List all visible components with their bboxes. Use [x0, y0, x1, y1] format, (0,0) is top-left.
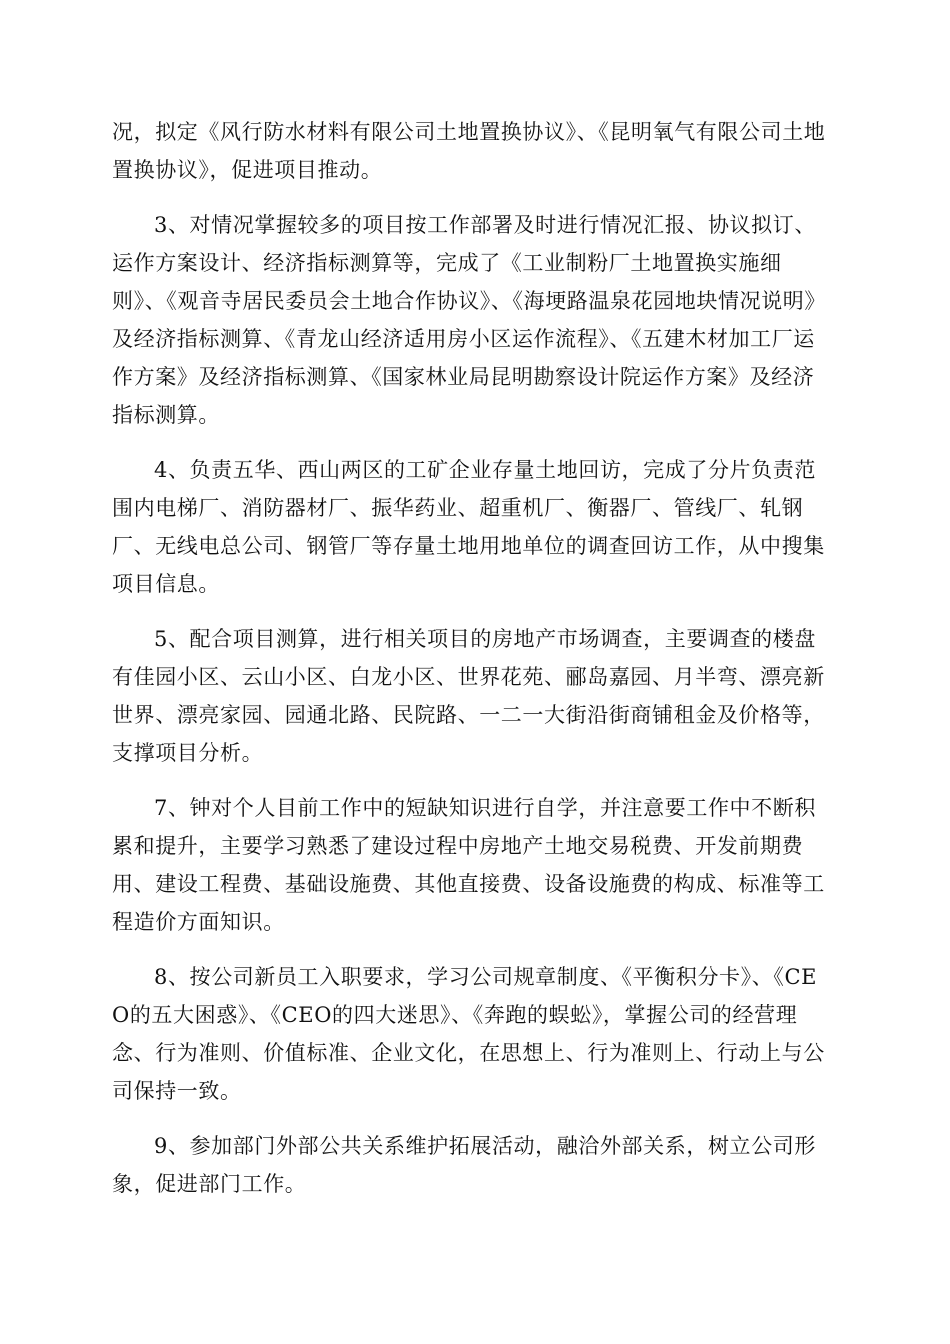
paragraph-item-4: 4、负责五华、西山两区的工矿企业存量土地回访，完成了分片负责范围内电梯厂、消防器材厂、振华药业、超重机厂、衡器厂、管线厂、轧钢厂、无线电总公司、钢管厂等存量土地用地单位的调查回访工作，从中搜集项目信息。: [112, 458, 825, 596]
paragraph-item-8: 8、按公司新员工入职要求，学习公司规章制度、《平衡积分卡》、《CEO的五大困惑》、《CEO的四大迷思》、《奔跑的蜈蚣》，掌握公司的经营理念、行为准则、价值标准、企业文化，在思想上、行为准则上、行动上与公司保持一致。: [112, 965, 825, 1103]
paragraph-item-7: 7、钟对个人目前工作中的短缺知识进行自学，并注意要工作中不断积累和提升，主要学习熟悉了建设过程中房地产土地交易税费、开发前期费用、建设工程费、基础设施费、其他直接费、设备设施费的构成、标准等工程造价方面知识。: [112, 796, 825, 934]
paragraph-item-5: 5、配合项目测算，进行相关项目的房地产市场调查，主要调查的楼盘有佳园小区、云山小区、白龙小区、世界花苑、郦岛嘉园、月半弯、漂亮新世界、漂亮家园、园通北路、民院路、一二一大街沿街商铺租金及价格等，支撑项目分析。: [112, 627, 825, 765]
paragraph-continuation: 况，拟定《风行防水材料有限公司土地置换协议》、《昆明氧气有限公司土地置换协议》，促进项目推动。: [112, 120, 826, 182]
document-body: [112, 113, 832, 1220]
paragraph-item-9: 9、参加部门外部公共关系维护拓展活动，融洽外部关系，树立公司形象，促进部门工作。: [112, 1134, 816, 1196]
paragraph-item-3: 3、对情况掌握较多的项目按工作部署及时进行情况汇报、协议拟订、运作方案设计、经济指标测算等，完成了《工业制粉厂土地置换实施细则》、《观音寺居民委员会土地合作协议》、《海埂路温泉花园地块情况说明》及经济指标测算、《青龙山经济适用房小区运作流程》、《五建木材加工厂运作方案》及经济指标测算、《国家林业局昆明勘察设计院运作方案》及经济指标测算。: [112, 213, 826, 427]
